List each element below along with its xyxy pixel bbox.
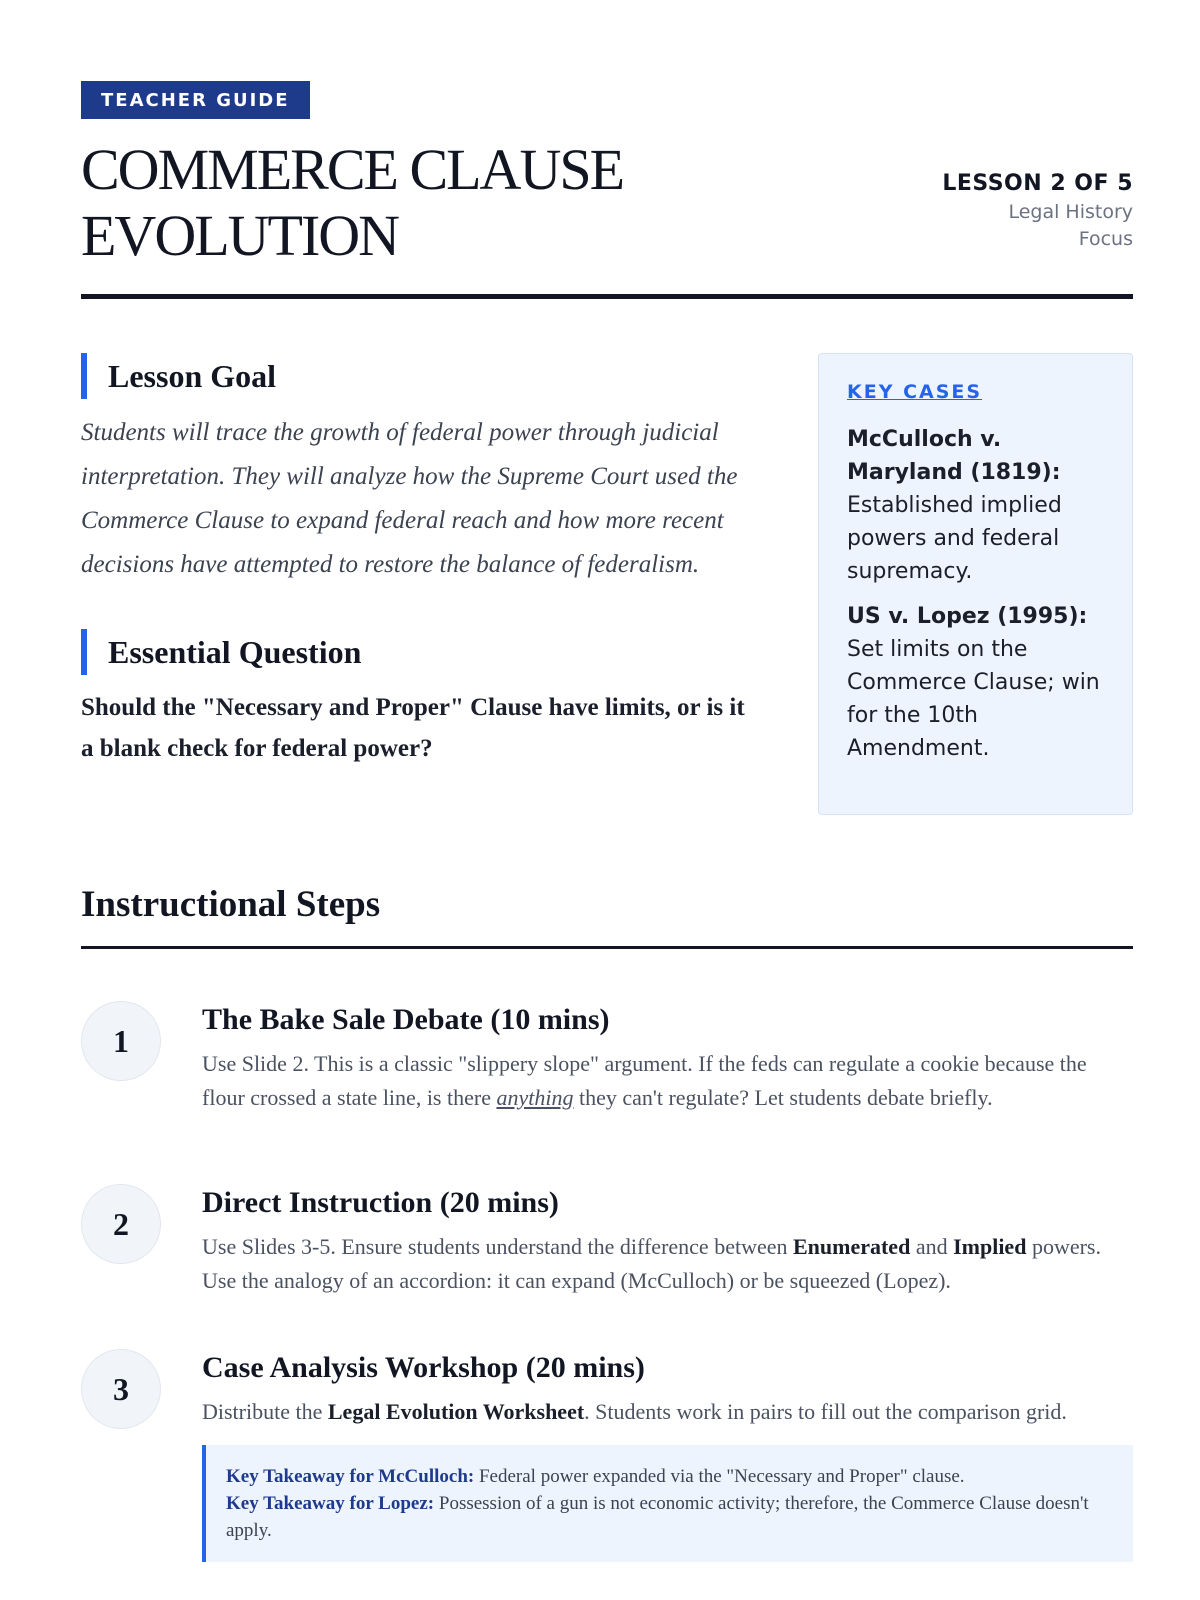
- key-case-item: [847, 423, 1104, 588]
- step-body: [202, 1001, 1133, 1115]
- step-text-bold: Implied: [953, 1234, 1027, 1259]
- title-line-2: EVOLUTION: [81, 203, 399, 268]
- essential-question-text: Should the "Necessary and Proper" Clause have limits, or is it a blank check for federal power?: [81, 694, 745, 762]
- takeaway-item: [226, 1490, 1113, 1544]
- step-text-part: and: [910, 1234, 954, 1259]
- key-case-description: Set limits on the Commerce Clause; win for the 10th Amendment.: [847, 637, 1100, 761]
- step-body: [202, 1184, 1133, 1298]
- takeaway-text: Possession of a gun is not economic activity; therefore, the Commerce Clause doesn't apply.: [226, 1493, 1089, 1541]
- step-text: [202, 1047, 1133, 1115]
- title-line-1: COMMERCE CLAUSE: [81, 137, 624, 202]
- step-title: The Bake Sale Debate (10 mins): [202, 1003, 610, 1036]
- header: [81, 137, 1133, 269]
- teacher-guide-page: [81, 81, 1133, 1562]
- step-text-part: powers. Use the analogy of an accordion: it can expand (McCulloch) or be squeezed (Lopez).: [202, 1234, 1101, 1293]
- step-text-part: Use Slides 3-5. Ensure students understand the difference between: [202, 1234, 793, 1259]
- key-case-item: [847, 600, 1104, 765]
- step-title: Direct Instruction (20 mins): [202, 1186, 559, 1219]
- steps-divider: [81, 946, 1133, 949]
- lesson-focus-line-1: Legal History: [1008, 201, 1133, 223]
- key-cases-box: [818, 353, 1133, 815]
- key-case-name: US v. Lopez (1995):: [847, 604, 1088, 629]
- overview-left: [81, 353, 761, 815]
- step-3: [81, 1349, 1133, 1562]
- step-number: 2: [81, 1184, 161, 1264]
- lesson-goal-text: Students will trace the growth of federal power through judicial interpretation. They will analyze how the Supreme Court used the Commerce Clause to expand federal reach and how more recent decisions have attempted to restore the balance of federalism.: [81, 419, 738, 578]
- step-number: 3: [81, 1349, 161, 1429]
- overview-section: [81, 353, 1133, 815]
- step-text-part: Distribute the: [202, 1399, 328, 1424]
- step-text-part: they can't regulate? Let students debate briefly.: [573, 1085, 993, 1110]
- step-1: [81, 1001, 1133, 1115]
- lesson-number: LESSON 2 OF 5: [942, 171, 1133, 196]
- step-title: Case Analysis Workshop (20 mins): [202, 1351, 645, 1384]
- page-title: [81, 137, 623, 269]
- key-case-name: McCulloch v. Maryland (1819):: [847, 427, 1061, 485]
- step-number: 1: [81, 1001, 161, 1081]
- step-text: [202, 1395, 1133, 1429]
- step-body: [202, 1349, 1133, 1562]
- takeaway-text: Federal power expanded via the "Necessary and Proper" clause.: [474, 1466, 965, 1487]
- teacher-guide-badge: TEACHER GUIDE: [81, 81, 310, 119]
- step-text-part: Use Slide 2. This is a classic "slippery slope" argument. If the feds can regulate a cookie because the flour crossed a state line, is there: [202, 1051, 1087, 1110]
- lesson-focus: [942, 199, 1133, 253]
- key-case-description: Established implied powers and federal supremacy.: [847, 493, 1062, 584]
- lesson-goal-heading: Lesson Goal: [81, 353, 761, 399]
- step-2: [81, 1184, 1133, 1298]
- header-divider: [81, 294, 1133, 299]
- instructional-steps-heading: Instructional Steps: [81, 884, 381, 925]
- key-takeaways-callout: [202, 1445, 1133, 1562]
- takeaway-label: Key Takeaway for Lopez:: [226, 1493, 435, 1514]
- step-text-bold: Enumerated: [792, 1234, 911, 1259]
- step-text-bold: Legal Evolution Worksheet: [327, 1399, 585, 1424]
- step-text-part: . Students work in pairs to fill out the comparison grid.: [584, 1399, 1067, 1424]
- step-text: [202, 1230, 1133, 1298]
- lesson-focus-line-2: Focus: [1078, 228, 1133, 250]
- essential-question-heading: Essential Question: [81, 629, 761, 675]
- lesson-meta: [942, 171, 1133, 269]
- takeaway-label: Key Takeaway for McCulloch:: [226, 1466, 475, 1487]
- key-cases-title: KEY CASES: [847, 381, 983, 403]
- step-text-emphasis: anything: [496, 1085, 574, 1110]
- takeaway-item: [226, 1463, 1113, 1490]
